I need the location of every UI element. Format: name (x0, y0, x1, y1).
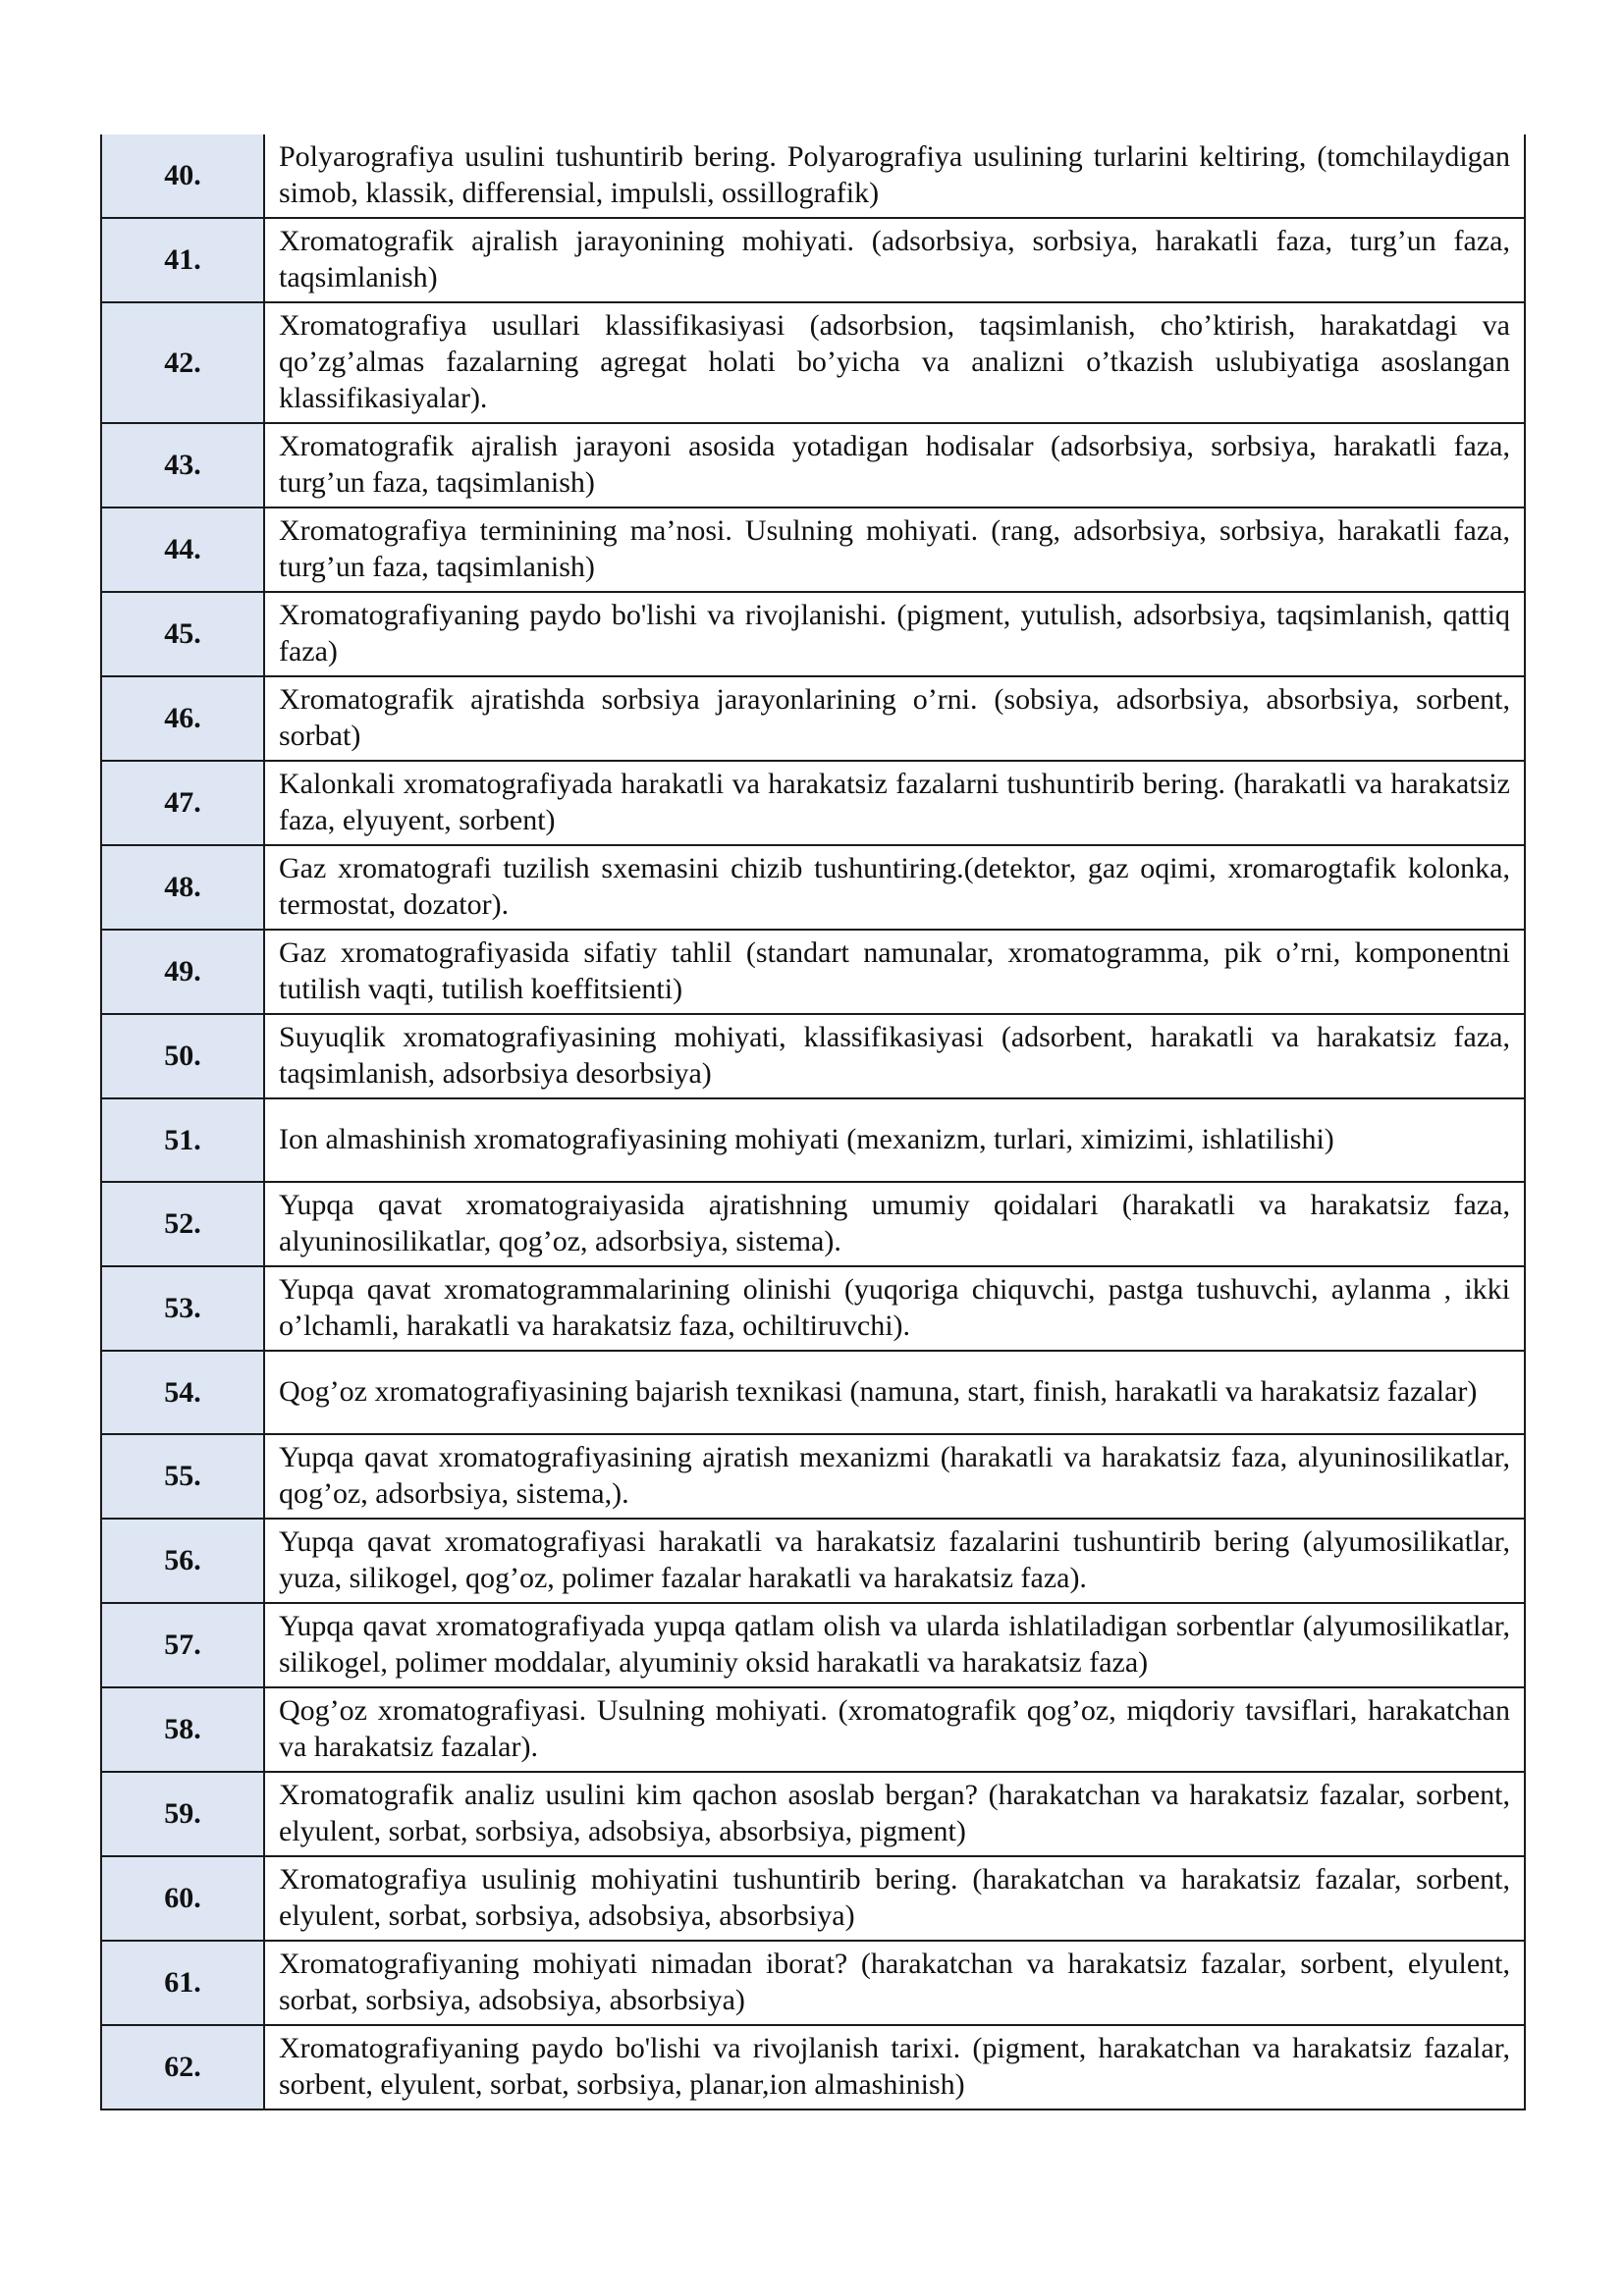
question-number: 52. (101, 1182, 264, 1266)
question-text: Yupqa qavat xromatogrammalarining olinishi (yuqoriga chiquvchi, pastga tushuvchi, aylanma , ikki o’lchamli, harakatli va harakatsiz faza, ochiltiruvchi). (264, 1266, 1525, 1351)
question-text: Yupqa qavat xromatografiyada yupqa qatlam olish va ularda ishlatiladigan sorbentlar (alyumosilikatlar, silikogel, polimer moddalar, alyuminiy oksid harakatli va harakatsiz faza) (264, 1603, 1525, 1687)
question-number: 41. (101, 218, 264, 302)
table-row (101, 592, 1525, 676)
table-row (101, 1603, 1525, 1687)
question-number: 53. (101, 1266, 264, 1351)
question-text: Yupqa qavat xromatografiyasining ajratish mexanizmi (harakatli va harakatsiz faza, alyuninosilikatlar, qog’oz, adsorbsiya, sistema,). (264, 1434, 1525, 1519)
question-number: 44. (101, 507, 264, 592)
question-number: 62. (101, 2025, 264, 2109)
question-number: 45. (101, 592, 264, 676)
question-number: 47. (101, 761, 264, 845)
table-row (101, 676, 1525, 761)
table-row (101, 302, 1525, 423)
question-text: Xromatografik ajralish jarayoni asosida yotadigan hodisalar (adsorbsiya, sorbsiya, harakatli faza, turg’un faza, taqsimlanish) (264, 423, 1525, 507)
question-number: 51. (101, 1098, 264, 1182)
table-row (101, 1014, 1525, 1098)
table-row (101, 1519, 1525, 1603)
question-number: 58. (101, 1687, 264, 1772)
table-row (101, 1434, 1525, 1519)
question-number: 55. (101, 1434, 264, 1519)
question-text: Xromatografiya terminining ma’nosi. Usulning mohiyati. (rang, adsorbsiya, sorbsiya, harakatli faza, turg’un faza, taqsimlanish) (264, 507, 1525, 592)
question-text: Xromatografiyaning mohiyati nimadan iborat? (harakatchan va harakatsiz fazalar, sorbent, elyulent, sorbat, sorbsiya, adsobsiya, absorbsiya) (264, 1941, 1525, 2025)
table-row (101, 1772, 1525, 1856)
table-row (101, 761, 1525, 845)
question-text: Xromatografiya usulinig mohiyatini tushuntirib bering. (harakatchan va harakatsiz fazalar, sorbent, elyulent, sorbat, sorbsiya, adsobsiya, absorbsiya) (264, 1856, 1525, 1941)
table-row (101, 218, 1525, 302)
question-text: Xromatografiyaning paydo bo'lishi va rivojlanishi. (pigment, yutulish, adsorbsiya, taqsimlanish, qattiq faza) (264, 592, 1525, 676)
table-row (101, 930, 1525, 1014)
question-number: 54. (101, 1351, 264, 1434)
table-row (101, 1266, 1525, 1351)
table-row (101, 1351, 1525, 1434)
question-number: 60. (101, 1856, 264, 1941)
table-row (101, 2025, 1525, 2109)
question-number: 59. (101, 1772, 264, 1856)
question-text: Ion almashinish xromatografiyasining mohiyati (mexanizm, turlari, ximizimi, ishlatilishi) (264, 1098, 1525, 1182)
question-text: Gaz xromatografiyasida sifatiy tahlil (standart namunalar, xromatogramma, pik o’rni, komponentni tutilish vaqti, tutilish koeffitsienti) (264, 930, 1525, 1014)
question-text: Polyarografiya usulini tushuntirib bering. Polyarografiya usulining turlarini keltiring, (tomchilaydigan simob, klassik, differensial, impulsli, ossillografik) (264, 134, 1525, 218)
question-text: Qog’oz xromatografiyasi. Usulning mohiyati. (xromatografik qog’oz, miqdoriy tavsiflari, harakatchan va harakatsiz fazalar). (264, 1687, 1525, 1772)
question-number: 57. (101, 1603, 264, 1687)
question-number: 46. (101, 676, 264, 761)
question-number: 40. (101, 134, 264, 218)
question-number: 43. (101, 423, 264, 507)
table-row (101, 1941, 1525, 2025)
question-text: Kalonkali xromatografiyada harakatli va harakatsiz fazalarni tushuntirib bering. (harakatli va harakatsiz faza, elyuyent, sorbent) (264, 761, 1525, 845)
question-text: Qog’oz xromatografiyasining bajarish texnikasi (namuna, start, finish, harakatli va harakatsiz fazalar) (264, 1351, 1525, 1434)
question-number: 48. (101, 845, 264, 930)
question-text: Gaz xromatografi tuzilish sxemasini chizib tushuntiring.(detektor, gaz oqimi, xromarogtafik kolonka, termostat, dozator). (264, 845, 1525, 930)
question-number: 61. (101, 1941, 264, 2025)
question-number: 50. (101, 1014, 264, 1098)
question-number: 42. (101, 302, 264, 423)
table-row (101, 1182, 1525, 1266)
question-text: Xromatografiyaning paydo bo'lishi va rivojlanish tarixi. (pigment, harakatchan va harakatsiz fazalar, sorbent, elyulent, sorbat, sorbsiya, planar,ion almashinish) (264, 2025, 1525, 2109)
table-row (101, 1856, 1525, 1941)
table-row (101, 845, 1525, 930)
question-text: Xromatografik ajratishda sorbsiya jarayonlarining o’rni. (sobsiya, adsorbsiya, absorbsiya, sorbent, sorbat) (264, 676, 1525, 761)
table-row (101, 1687, 1525, 1772)
question-text: Xromatografik ajralish jarayonining mohiyati. (adsorbsiya, sorbsiya, harakatli faza, turg’un faza, taqsimlanish) (264, 218, 1525, 302)
question-text: Yupqa qavat xromatografiyasi harakatli va harakatsiz fazalarini tushuntirib bering (alyumosilikatlar, yuza, silikogel, qog’oz, polimer fazalar harakatli va harakatsiz faza). (264, 1519, 1525, 1603)
question-number: 49. (101, 930, 264, 1014)
table-row (101, 1098, 1525, 1182)
table-row (101, 423, 1525, 507)
questions-table-body (101, 134, 1525, 2109)
question-number: 56. (101, 1519, 264, 1603)
table-row (101, 134, 1525, 218)
table-row (101, 507, 1525, 592)
question-text: Xromatografiya usullari klassifikasiyasi (adsorbsion, taqsimlanish, cho’ktirish, harakatdagi va qo’zg’almas fazalarning agregat holati bo’yicha va analizni o’tkazish uslubiyatiga asoslangan klassifikasiyalar). (264, 302, 1525, 423)
questions-table (100, 134, 1526, 2110)
question-text: Xromatografik analiz usulini kim qachon asoslab bergan? (harakatchan va harakatsiz fazalar, sorbent, elyulent, sorbat, sorbsiya, adsobsiya, absorbsiya, pigment) (264, 1772, 1525, 1856)
question-text: Yupqa qavat xromatograiyasida ajratishning umumiy qoidalari (harakatli va harakatsiz faza, alyuninosilikatlar, qog’oz, adsorbsiya, sistema). (264, 1182, 1525, 1266)
question-text: Suyuqlik xromatografiyasining mohiyati, klassifikasiyasi (adsorbent, harakatli va harakatsiz faza, taqsimlanish, adsorbsiya desorbsiya) (264, 1014, 1525, 1098)
